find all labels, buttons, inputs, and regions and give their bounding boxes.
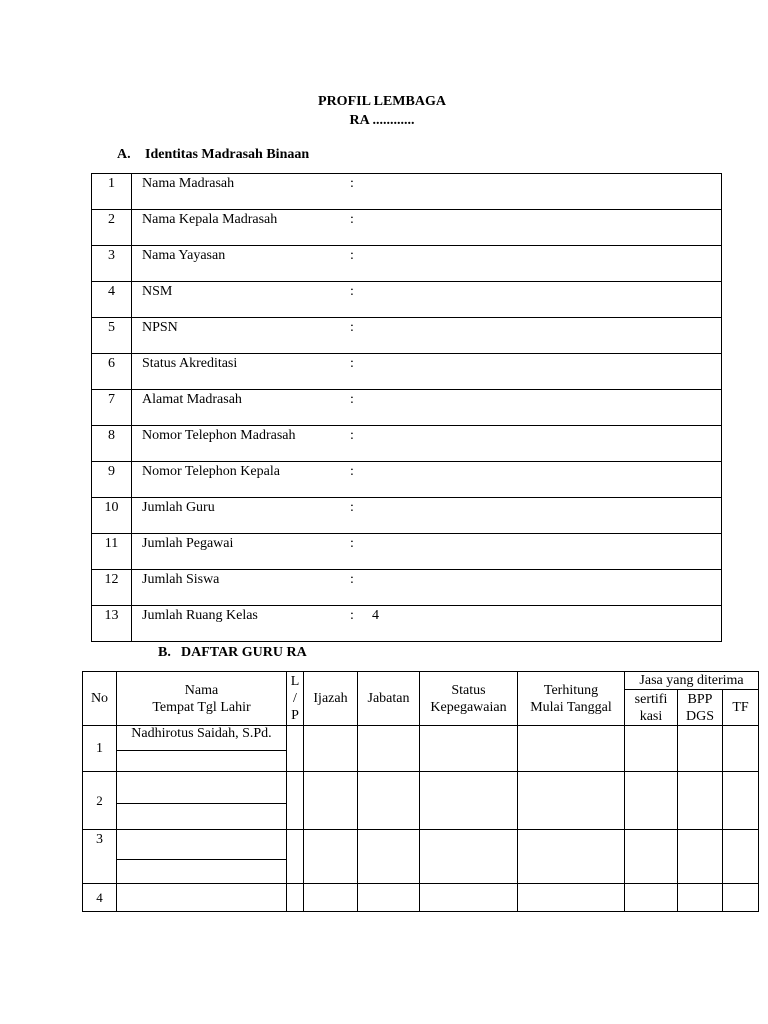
header-nama-line1: Nama xyxy=(184,682,219,698)
identity-field-colon: : xyxy=(350,608,354,623)
identity-row-number: 9 xyxy=(92,462,132,498)
identity-row-number: 13 xyxy=(92,606,132,642)
identity-row-number: 7 xyxy=(92,390,132,426)
teacher-tf-cell xyxy=(723,830,759,884)
teacher-name-cell xyxy=(117,830,287,884)
identity-row xyxy=(92,534,722,570)
header-lp-l: L xyxy=(290,674,300,689)
identity-row xyxy=(92,318,722,354)
teacher-table xyxy=(82,671,759,912)
teacher-row xyxy=(83,772,759,830)
teacher-ijazah-cell xyxy=(304,830,358,884)
identity-field-label: Jumlah Pegawai xyxy=(142,536,234,551)
teacher-bpp-cell xyxy=(678,884,723,912)
header-ijazah: Ijazah xyxy=(304,672,358,726)
identity-row-content xyxy=(132,282,722,318)
teacher-ijazah-cell xyxy=(304,726,358,772)
header-terhitung-line2: Mulai Tanggal xyxy=(530,699,612,715)
identity-field-colon: : xyxy=(350,320,354,335)
teacher-lp-cell xyxy=(287,884,304,912)
teacher-lp-cell xyxy=(287,772,304,830)
teacher-terhitung-cell xyxy=(518,884,625,912)
section-a-heading xyxy=(117,147,309,163)
teacher-birth xyxy=(117,804,286,829)
identity-row-number: 10 xyxy=(92,498,132,534)
identity-field-label: NPSN xyxy=(142,320,178,335)
identity-row xyxy=(92,462,722,498)
teacher-row xyxy=(83,830,759,884)
identity-field-colon: : xyxy=(350,536,354,551)
identity-field-label: Nama Yayasan xyxy=(142,248,226,263)
section-b-heading xyxy=(158,645,307,661)
header-nama-line2: Tempat Tgl Lahir xyxy=(152,699,251,715)
identity-row-number: 8 xyxy=(92,426,132,462)
identity-field-colon: : xyxy=(350,428,354,443)
identity-row-number: 2 xyxy=(92,210,132,246)
identity-row-content xyxy=(132,462,722,498)
teacher-ijazah-cell xyxy=(304,884,358,912)
header-bpp xyxy=(678,690,723,726)
teacher-row-number: 4 xyxy=(83,884,117,912)
identity-field-label: Nomor Telephon Madrasah xyxy=(142,428,296,443)
identity-row xyxy=(92,174,722,210)
teacher-jabatan-cell xyxy=(358,884,420,912)
teacher-status-cell xyxy=(420,830,518,884)
identity-field-label: Jumlah Siswa xyxy=(142,572,220,587)
teacher-terhitung-cell xyxy=(518,772,625,830)
teacher-birth xyxy=(117,860,286,883)
identity-row xyxy=(92,354,722,390)
teacher-name-cell xyxy=(117,772,287,830)
header-lp xyxy=(287,672,304,726)
header-no: No xyxy=(83,672,117,726)
identity-row-content xyxy=(132,534,722,570)
identity-row-content xyxy=(132,210,722,246)
teacher-bpp-cell xyxy=(678,772,723,830)
identity-field-colon: : xyxy=(350,464,354,479)
header-lp-slash: / xyxy=(293,691,297,706)
section-b-number: B. xyxy=(158,645,171,660)
teacher-row-number: 2 xyxy=(83,772,117,830)
identity-field-colon: : xyxy=(350,248,354,263)
identity-field-label: NSM xyxy=(142,284,173,299)
teacher-name-cell xyxy=(117,884,287,912)
teacher-row-number: 1 xyxy=(83,726,117,772)
identity-row-number: 4 xyxy=(92,282,132,318)
header-sertifikasi-line2: kasi xyxy=(639,708,663,724)
document-subtitle: RA ............ xyxy=(349,113,415,128)
teacher-bpp-cell xyxy=(678,726,723,772)
identity-field-label: Nama Madrasah xyxy=(142,176,235,191)
header-bpp-line2: DGS xyxy=(685,708,714,724)
identity-row-content xyxy=(132,426,722,462)
identity-row xyxy=(92,606,722,642)
header-bpp-line1: BPP xyxy=(687,691,713,707)
identity-field-colon: : xyxy=(350,212,354,227)
teacher-name-cell xyxy=(117,726,287,772)
section-b-title: DAFTAR GURU RA xyxy=(181,645,307,660)
identity-field-colon: : xyxy=(350,356,354,371)
teacher-sertifikasi-cell xyxy=(625,884,678,912)
identity-field-colon: : xyxy=(350,392,354,407)
identity-row-number: 5 xyxy=(92,318,132,354)
identity-row-content xyxy=(132,606,722,642)
teacher-status-cell xyxy=(420,884,518,912)
teacher-sertifikasi-cell xyxy=(625,830,678,884)
teacher-jabatan-cell xyxy=(358,830,420,884)
teacher-jabatan-cell xyxy=(358,772,420,830)
identity-field-colon: : xyxy=(350,572,354,587)
teacher-name: Nadhirotus Saidah, S.Pd. xyxy=(117,726,286,751)
identity-field-value: 4 xyxy=(372,608,379,623)
teacher-bpp-cell xyxy=(678,830,723,884)
identity-row-content xyxy=(132,498,722,534)
section-a-number: A. xyxy=(117,147,131,162)
identity-row-content xyxy=(132,390,722,426)
header-lp-p: P xyxy=(291,708,299,723)
header-terhitung-line1: Terhitung xyxy=(543,682,599,698)
teacher-ijazah-cell xyxy=(304,772,358,830)
section-a-title: Identitas Madrasah Binaan xyxy=(145,147,310,162)
header-status-line1: Status xyxy=(451,682,486,698)
teacher-sertifikasi-cell xyxy=(625,726,678,772)
identity-row xyxy=(92,390,722,426)
header-terhitung xyxy=(518,672,625,726)
teacher-row xyxy=(83,726,759,772)
header-tf: TF xyxy=(723,690,759,726)
identity-field-label: Status Akreditasi xyxy=(142,356,238,371)
teacher-name xyxy=(117,772,286,804)
identity-row-content xyxy=(132,354,722,390)
identity-field-label: Jumlah Guru xyxy=(142,500,215,515)
teacher-tf-cell xyxy=(723,884,759,912)
teacher-birth xyxy=(117,751,286,771)
identity-row xyxy=(92,282,722,318)
header-jabatan: Jabatan xyxy=(358,672,420,726)
header-status xyxy=(420,672,518,726)
teacher-terhitung-cell xyxy=(518,830,625,884)
document-title: PROFIL LEMBAGA xyxy=(318,94,446,109)
identity-row-content xyxy=(132,318,722,354)
teacher-lp-cell xyxy=(287,726,304,772)
identity-row-number: 3 xyxy=(92,246,132,282)
identity-row xyxy=(92,570,722,606)
teacher-sertifikasi-cell xyxy=(625,772,678,830)
identity-field-label: Nomor Telephon Kepala xyxy=(142,464,280,479)
identity-row xyxy=(92,426,722,462)
teacher-lp-cell xyxy=(287,830,304,884)
identity-field-colon: : xyxy=(350,500,354,515)
identity-row-content xyxy=(132,246,722,282)
identity-field-label: Nama Kepala Madrasah xyxy=(142,212,278,227)
identity-row xyxy=(92,210,722,246)
teacher-row-number: 3 xyxy=(83,830,117,884)
teacher-status-cell xyxy=(420,772,518,830)
identity-row xyxy=(92,246,722,282)
teacher-tf-cell xyxy=(723,772,759,830)
identity-field-label: Alamat Madrasah xyxy=(142,392,242,407)
teacher-terhitung-cell xyxy=(518,726,625,772)
identity-row-number: 12 xyxy=(92,570,132,606)
header-status-line2: Kepegawaian xyxy=(430,699,507,715)
teacher-name xyxy=(117,830,286,860)
header-sertifikasi xyxy=(625,690,678,726)
teacher-row xyxy=(83,884,759,912)
identity-table xyxy=(91,173,722,642)
header-nama xyxy=(117,672,287,726)
header-jasa: Jasa yang diterima xyxy=(625,672,759,690)
identity-row-number: 1 xyxy=(92,174,132,210)
teacher-tf-cell xyxy=(723,726,759,772)
identity-row xyxy=(92,498,722,534)
teacher-status-cell xyxy=(420,726,518,772)
teacher-jabatan-cell xyxy=(358,726,420,772)
header-sertifikasi-line1: sertifi xyxy=(634,691,668,707)
identity-field-colon: : xyxy=(350,284,354,299)
identity-row-content xyxy=(132,174,722,210)
identity-row-content xyxy=(132,570,722,606)
identity-row-number: 11 xyxy=(92,534,132,570)
identity-field-colon: : xyxy=(350,176,354,191)
identity-row-number: 6 xyxy=(92,354,132,390)
identity-field-label: Jumlah Ruang Kelas xyxy=(142,608,258,623)
